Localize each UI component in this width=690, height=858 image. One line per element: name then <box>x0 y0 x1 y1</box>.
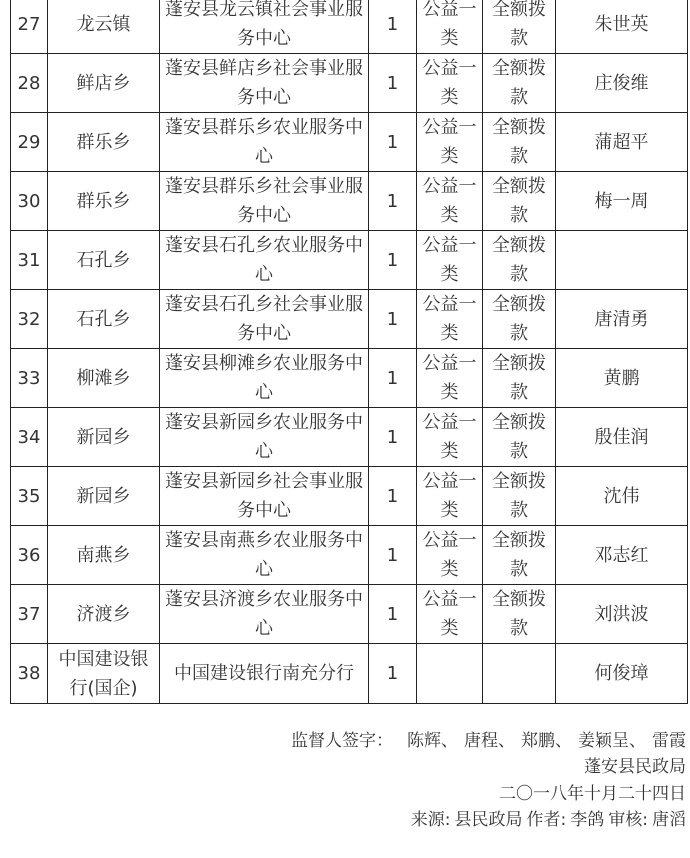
unit-category-cell: 公益一类 <box>417 467 483 526</box>
unit-name-cell: 蓬安县群乐乡社会事业服务中心 <box>160 172 369 231</box>
funding-type-cell: 全额拨款 <box>483 467 556 526</box>
funding-type-cell: 全额拨款 <box>483 349 556 408</box>
supervisor-signature-line <box>291 726 686 751</box>
row-number-cell: 31 <box>11 231 48 290</box>
reviewer-value: 唐滔 <box>652 810 686 830</box>
row-number-cell: 37 <box>11 585 48 644</box>
unit-name-cell: 蓬安县龙云镇社会事业服务中心 <box>160 0 369 54</box>
person-name-cell: 刘洪波 <box>556 585 688 644</box>
person-name-cell: 沈伟 <box>556 467 688 526</box>
funding-type-cell: 全额拨款 <box>483 113 556 172</box>
funding-type-cell: 全额拨款 <box>483 231 556 290</box>
table-row <box>11 585 688 644</box>
supervisor-name: 姜颖呈、 <box>578 731 646 751</box>
quota-count-cell: 1 <box>369 526 417 585</box>
unit-category-cell: 公益一类 <box>417 231 483 290</box>
supervisor-name: 雷霞 <box>652 731 686 751</box>
quota-count-cell: 1 <box>369 349 417 408</box>
supervisor-label: 监督人签字： <box>291 731 393 751</box>
unit-name-cell: 蓬安县南燕乡农业服务中心 <box>160 526 369 585</box>
quota-count-cell: 1 <box>369 467 417 526</box>
funding-type-cell: 全额拨款 <box>483 585 556 644</box>
quota-count-cell: 1 <box>369 172 417 231</box>
town-cell: 南燕乡 <box>48 526 160 585</box>
table-row <box>11 290 688 349</box>
town-cell: 龙云镇 <box>48 0 160 54</box>
unit-category-cell: 公益一类 <box>417 349 483 408</box>
person-name-cell: 黄鹏 <box>556 349 688 408</box>
quota-count-cell: 1 <box>369 408 417 467</box>
unit-name-cell: 中国建设银行南充分行 <box>160 644 369 704</box>
row-number-cell: 35 <box>11 467 48 526</box>
town-cell: 柳滩乡 <box>48 349 160 408</box>
quota-count-cell: 1 <box>369 231 417 290</box>
row-number-cell: 32 <box>11 290 48 349</box>
row-number-cell: 30 <box>11 172 48 231</box>
person-name-cell: 唐清勇 <box>556 290 688 349</box>
person-name-cell: 庄俊维 <box>556 54 688 113</box>
table-row <box>11 526 688 585</box>
unit-name-cell: 蓬安县济渡乡农业服务中心 <box>160 585 369 644</box>
unit-category-cell: 公益一类 <box>417 526 483 585</box>
table-row <box>11 349 688 408</box>
person-name-cell <box>556 231 688 290</box>
unit-category-cell: 公益一类 <box>417 290 483 349</box>
town-cell: 新园乡 <box>48 467 160 526</box>
reviewer-label: 审核: <box>608 810 648 830</box>
funding-type-cell <box>483 644 556 704</box>
quota-count-cell: 1 <box>369 113 417 172</box>
town-cell: 群乐乡 <box>48 172 160 231</box>
author-value: 李鸽 <box>570 810 605 830</box>
unit-category-cell: 公益一类 <box>417 172 483 231</box>
quota-count-cell: 1 <box>369 54 417 113</box>
person-name-cell: 殷佳润 <box>556 408 688 467</box>
unit-category-cell: 公益一类 <box>417 0 483 54</box>
unit-name-cell: 蓬安县鲜店乡社会事业服务中心 <box>160 54 369 113</box>
quota-count-cell: 1 <box>369 585 417 644</box>
row-number-cell: 38 <box>11 644 48 704</box>
row-number-cell: 36 <box>11 526 48 585</box>
unit-name-cell: 蓬安县新园乡社会事业服务中心 <box>160 467 369 526</box>
unit-category-cell <box>417 644 483 704</box>
person-name-cell: 朱世英 <box>556 0 688 54</box>
town-cell: 石孔乡 <box>48 290 160 349</box>
issue-date: 二〇一八年十月二十四日 <box>499 784 686 804</box>
table-row <box>11 113 688 172</box>
funding-type-cell: 全额拨款 <box>483 54 556 113</box>
table-row <box>11 644 688 704</box>
issuing-organization: 蓬安县民政局 <box>584 757 686 777</box>
table-row <box>11 467 688 526</box>
unit-category-cell: 公益一类 <box>417 408 483 467</box>
funding-type-cell: 全额拨款 <box>483 290 556 349</box>
town-cell: 济渡乡 <box>48 585 160 644</box>
person-name-cell: 邓志红 <box>556 526 688 585</box>
unit-name-cell: 蓬安县石孔乡社会事业服务中心 <box>160 290 369 349</box>
row-number-cell: 34 <box>11 408 48 467</box>
row-number-cell: 33 <box>11 349 48 408</box>
unit-name-cell: 蓬安县新园乡农业服务中心 <box>160 408 369 467</box>
unit-category-cell: 公益一类 <box>417 585 483 644</box>
row-number-cell: 29 <box>11 113 48 172</box>
funding-type-cell: 全额拨款 <box>483 0 556 54</box>
quota-count-cell: 1 <box>369 644 417 704</box>
funding-type-cell: 全额拨款 <box>483 408 556 467</box>
table-row <box>11 0 688 54</box>
table-row <box>11 172 688 231</box>
article-credits <box>407 805 686 830</box>
unit-name-cell: 蓬安县石孔乡农业服务中心 <box>160 231 369 290</box>
unit-category-cell: 公益一类 <box>417 113 483 172</box>
table-row <box>11 54 688 113</box>
source-label: 来源: <box>410 810 451 830</box>
quota-count-cell: 1 <box>369 0 417 54</box>
table-row <box>11 231 688 290</box>
supervisor-name: 唐程、 <box>464 731 515 751</box>
unit-name-cell: 蓬安县群乐乡农业服务中心 <box>160 113 369 172</box>
supervisor-name: 郑鹏、 <box>521 731 572 751</box>
town-cell: 中国建设银行(国企) <box>48 644 160 704</box>
funding-type-cell: 全额拨款 <box>483 172 556 231</box>
source-value: 县民政局 <box>454 810 523 830</box>
quota-count-cell: 1 <box>369 290 417 349</box>
table-row <box>11 408 688 467</box>
personnel-table <box>10 0 688 704</box>
person-name-cell: 梅一周 <box>556 172 688 231</box>
row-number-cell: 28 <box>11 54 48 113</box>
town-cell: 新园乡 <box>48 408 160 467</box>
person-name-cell: 何俊璋 <box>556 644 688 704</box>
unit-name-cell: 蓬安县柳滩乡农业服务中心 <box>160 349 369 408</box>
supervisor-name: 陈辉、 <box>407 731 458 751</box>
funding-type-cell: 全额拨款 <box>483 526 556 585</box>
town-cell: 群乐乡 <box>48 113 160 172</box>
town-cell: 鲜店乡 <box>48 54 160 113</box>
town-cell: 石孔乡 <box>48 231 160 290</box>
person-name-cell: 蒲超平 <box>556 113 688 172</box>
author-label: 作者: <box>526 810 567 830</box>
row-number-cell: 27 <box>11 0 48 54</box>
unit-category-cell: 公益一类 <box>417 54 483 113</box>
